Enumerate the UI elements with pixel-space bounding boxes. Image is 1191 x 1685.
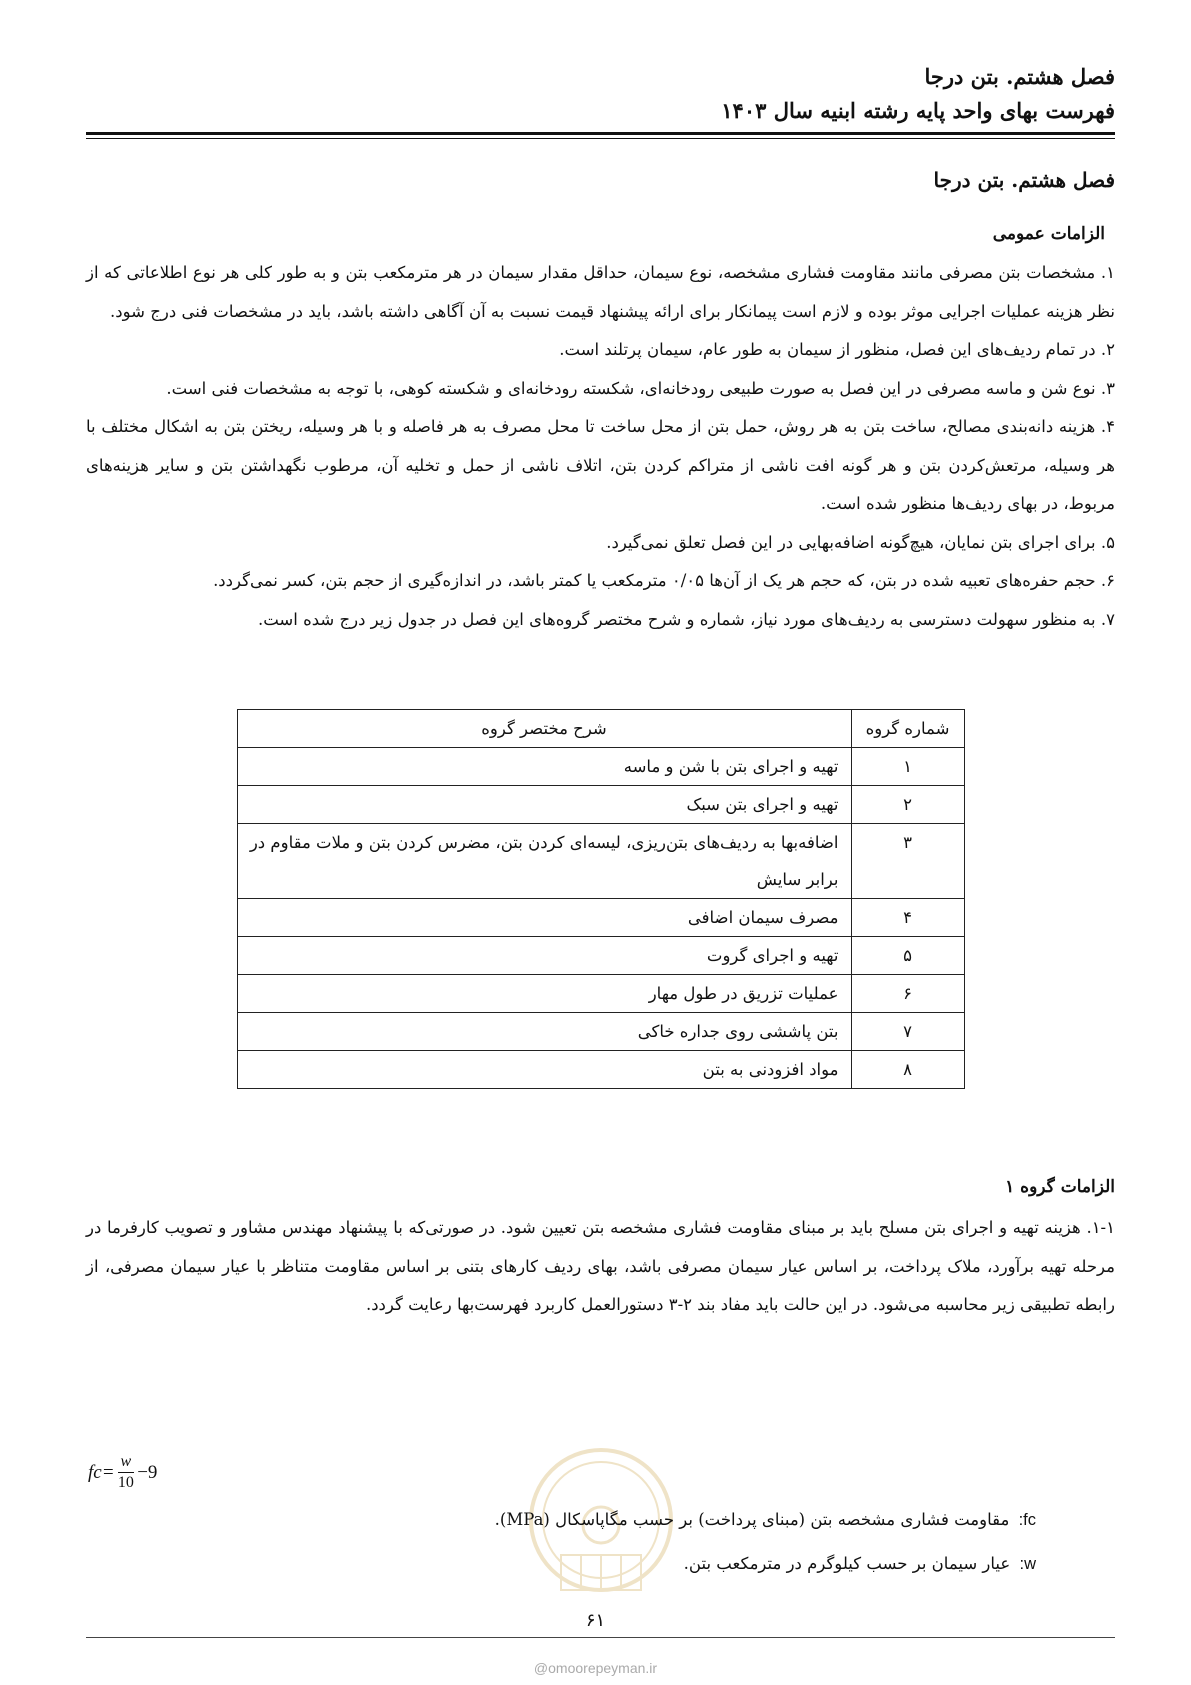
table-row	[237, 786, 964, 824]
main-content	[86, 160, 1115, 1325]
formula-rest: −9	[137, 1461, 158, 1483]
group-number: ۲	[851, 786, 964, 824]
group-description: عملیات تزریق در طول مهار	[237, 975, 851, 1013]
group1-item: ۱-۱. هزینه تهیه و اجرای بتن مسلح باید بر مبنای مقاومت فشاری مشخصه بتن تعیین شود. در صورتی‌که با پیشنهاد مهندس مشاور و تصویب کارفرما در مرحله تهیه برآورد، ملاک پرداخت، بر اساس عیار سیمان مصرفی باشد، بهای ردیف کارهای بتنی بر اساس مقاومت متناظر با عیار سیمان مصرفی، از رابطه تطبیقی زیر محاسبه می‌شود. در این حالت باید مفاد بند ۲-۳ دستورالعمل کاربرد فهرست‌بها رعایت گردد.	[86, 1218, 1115, 1314]
general-requirements-title: الزامات عمومی	[992, 224, 1105, 244]
definition-key: fc:	[1018, 1511, 1036, 1529]
table-header-row	[237, 710, 964, 748]
group-table	[237, 709, 965, 1089]
table-row	[237, 899, 964, 937]
general-item: ۱. مشخصات بتن مصرفی مانند مقاومت فشاری مشخصه، نوع سیمان، حداقل مقدار سیمان در هر مترمکعب بتن و به طور کلی هر نوع اطلاعاتی که از نظر هزینه عملیات اجرایی موثر بوده و لازم است پیمانکار برای ارائه پیشنهاد قیمت نسبت به آن آگاهی داشته باشد، باید در مشخصات فنی درج شود.	[86, 263, 1115, 321]
definition-text: عیار سیمان بر حسب کیلوگرم در مترمکعب بتن.	[683, 1554, 1011, 1573]
definitions	[495, 1498, 1036, 1586]
group-description: تهیه و اجرای گروت	[237, 937, 851, 975]
column-header-number: شماره گروه	[851, 710, 964, 748]
page-header	[86, 60, 1115, 128]
table-row	[237, 1051, 964, 1089]
group-description: تهیه و اجرای بتن سبک	[237, 786, 851, 824]
group-description: بتن پاششی روی جداره خاکی	[237, 1013, 851, 1051]
group-number: ۵	[851, 937, 964, 975]
group1-requirements-title: الزامات گروه ۱	[1005, 1177, 1115, 1197]
group-number: ۷	[851, 1013, 964, 1051]
general-item: ۷. به منظور سهولت دسترسی به ردیف‌های مورد نیاز، شماره و شرح مختصر گروه‌های این فصل در جدول زیر درج شده است.	[257, 609, 1115, 629]
general-item: ۶. حجم حفره‌های تعبیه شده در بتن، که حجم هر یک از آن‌ها ۰/۰۵ مترمکعب یا کمتر باشد، در اندازه‌گیری از حجم بتن، کسر نمی‌گردد.	[213, 571, 1115, 590]
header-divider-thin	[86, 138, 1115, 139]
general-item: ۳. نوع شن و ماسه مصرفی در این فصل به صورت طبیعی رودخانه‌ای، شکسته رودخانه‌ای و شکسته کوهی، با توجه به مشخصات فنی است.	[166, 378, 1115, 398]
formula-fraction	[118, 1452, 135, 1493]
group-number: ۶	[851, 975, 964, 1013]
group-description: مصرف سیمان اضافی	[237, 899, 851, 937]
group-number: ۸	[851, 1051, 964, 1089]
column-header-description: شرح مختصر گروه	[237, 710, 851, 748]
group-number: ۳	[851, 824, 964, 899]
formula-equals: =	[101, 1461, 115, 1483]
site-watermark: @omoorepeyman.ir	[533, 1660, 658, 1676]
general-item: ۲. در تمام ردیف‌های این فصل، منظور از سیمان به طور عام، سیمان پرتلند است.	[559, 340, 1115, 359]
header-chapter-title: فصل هشتم. بتن درجا	[924, 64, 1115, 89]
section-title: فصل هشتم. بتن درجا	[933, 168, 1115, 192]
header-document-title: فهرست بهای واحد پایه رشته ابنیه سال ۱۴۰۳	[721, 98, 1115, 123]
formula-lhs: fc	[88, 1461, 102, 1483]
table-row	[237, 824, 964, 899]
group-description: اضافه‌بها به ردیف‌های بتن‌ریزی، لیسه‌ای کردن بتن، مضرس کردن بتن و ملات مقاوم در برابر سایش	[237, 824, 851, 899]
group-description: تهیه و اجرای بتن با شن و ماسه	[237, 748, 851, 786]
group-number: ۴	[851, 899, 964, 937]
general-item: ۵. برای اجرای بتن نمایان، هیچ‌گونه اضافه‌بهایی در این فصل تعلق نمی‌گیرد.	[606, 532, 1115, 552]
formula	[88, 1452, 157, 1493]
footer-divider	[86, 1637, 1115, 1638]
table-row	[237, 937, 964, 975]
table-row	[237, 975, 964, 1013]
table-row	[237, 1013, 964, 1051]
table-row	[237, 748, 964, 786]
page-number: ۶۱	[585, 1610, 606, 1631]
formula-numerator: w	[118, 1452, 135, 1473]
group-number: ۱	[851, 748, 964, 786]
header-divider	[86, 132, 1115, 135]
definition-text: مقاومت فشاری مشخصه بتن (مبنای پرداخت) بر حسب مگاپاسکال (MPa).	[494, 1510, 1010, 1529]
definition-w	[495, 1542, 1036, 1586]
definition-key: w:	[1019, 1555, 1036, 1573]
formula-denominator: 10	[117, 1474, 134, 1491]
group-description: مواد افزودنی به بتن	[237, 1051, 851, 1089]
definition-fc	[495, 1498, 1036, 1542]
general-item: ۴. هزینه دانه‌بندی مصالح، ساخت بتن به هر روش، حمل بتن از محل ساخت تا محل مصرف به هر فاصله و با هر وسیله، ریختن بتن به اشکال مختلف با هر وسیله، مرتعش‌کردن بتن و هر گونه افت ناشی از متراکم کردن بتن، اتلاف ناشی از حمل و تخلیه آن، مرطوب نگهداشتن بتن و سایر هزینه‌های مربوط، در بهای ردیف‌ها منظور شده است.	[86, 417, 1115, 513]
